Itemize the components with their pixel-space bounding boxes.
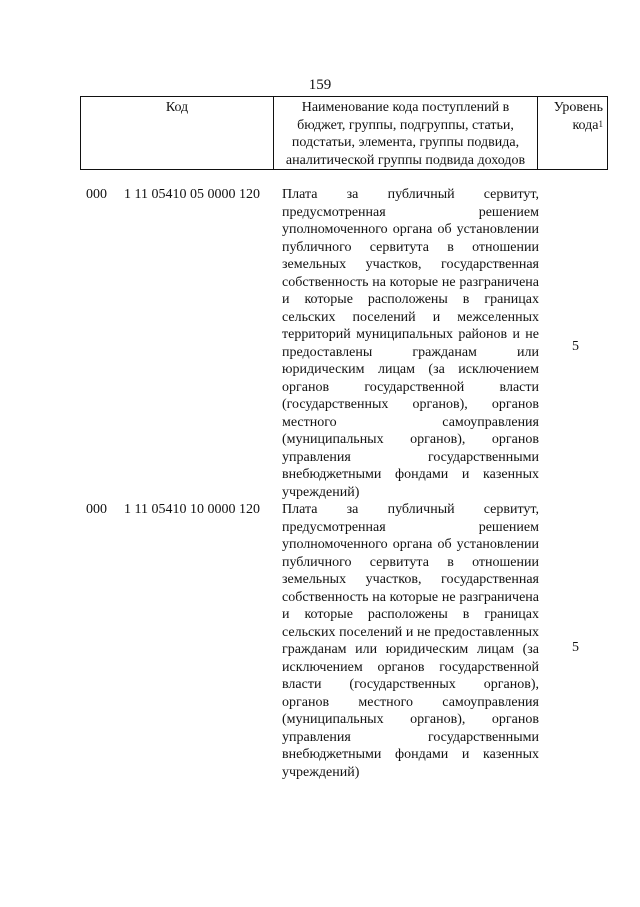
entries-list: [0, 186, 640, 781]
row-prefix: 000: [86, 502, 107, 517]
footnote-marker: 1: [598, 118, 603, 129]
header-name: Наименование кода поступлений в бюджет, группы, подгруппы, статьи, подстатьи, элемента, группы подвида, аналитической группы подвида доходов: [274, 97, 538, 170]
header-table: [80, 96, 608, 170]
row-code: 1 11 05410 10 0000 120: [124, 502, 260, 517]
row-name: Плата за публичный сервитут, предусмотренная решением уполномоченного органа об установлении публичного сервитута в отношении земельных участков, государственная собственность на которые не разграничена и которые расположены в границах сельских поселений и не предоставленных гражданам или юридическим лицам (за исключением органов государственной власти (государственных органов), органов местного самоуправления (муниципальных органов), органов управления государственными внебюджетными фондами и казенных учреждений): [282, 502, 539, 780]
header-level-label: Уровень кода: [553, 100, 603, 133]
page-number: 159: [308, 77, 332, 93]
header-level: [538, 97, 608, 170]
row-level: 5: [572, 339, 579, 354]
table-row: [0, 501, 640, 781]
header-code: Код: [81, 97, 274, 170]
table-row: [0, 186, 640, 501]
row-code: 1 11 05410 05 0000 120: [124, 187, 260, 202]
row-level: 5: [572, 640, 579, 655]
row-prefix: 000: [86, 187, 107, 202]
header-row: [81, 97, 608, 170]
row-name: Плата за публичный сервитут, предусмотренная решением уполномоченного органа об установлении публичного сервитута в отношении земельных участков, государственная собственность на которые не разграничена и которые расположены в границах сельских поселений и межселенных территорий муниципальных районов и не предоставлены гражданам или юридическим лицам (за исключением органов государственной власти (государственных органов), органов местного самоуправления (муниципальных органов), органов управления государственными внебюджетными фондами и казенных учреждений): [282, 187, 539, 500]
